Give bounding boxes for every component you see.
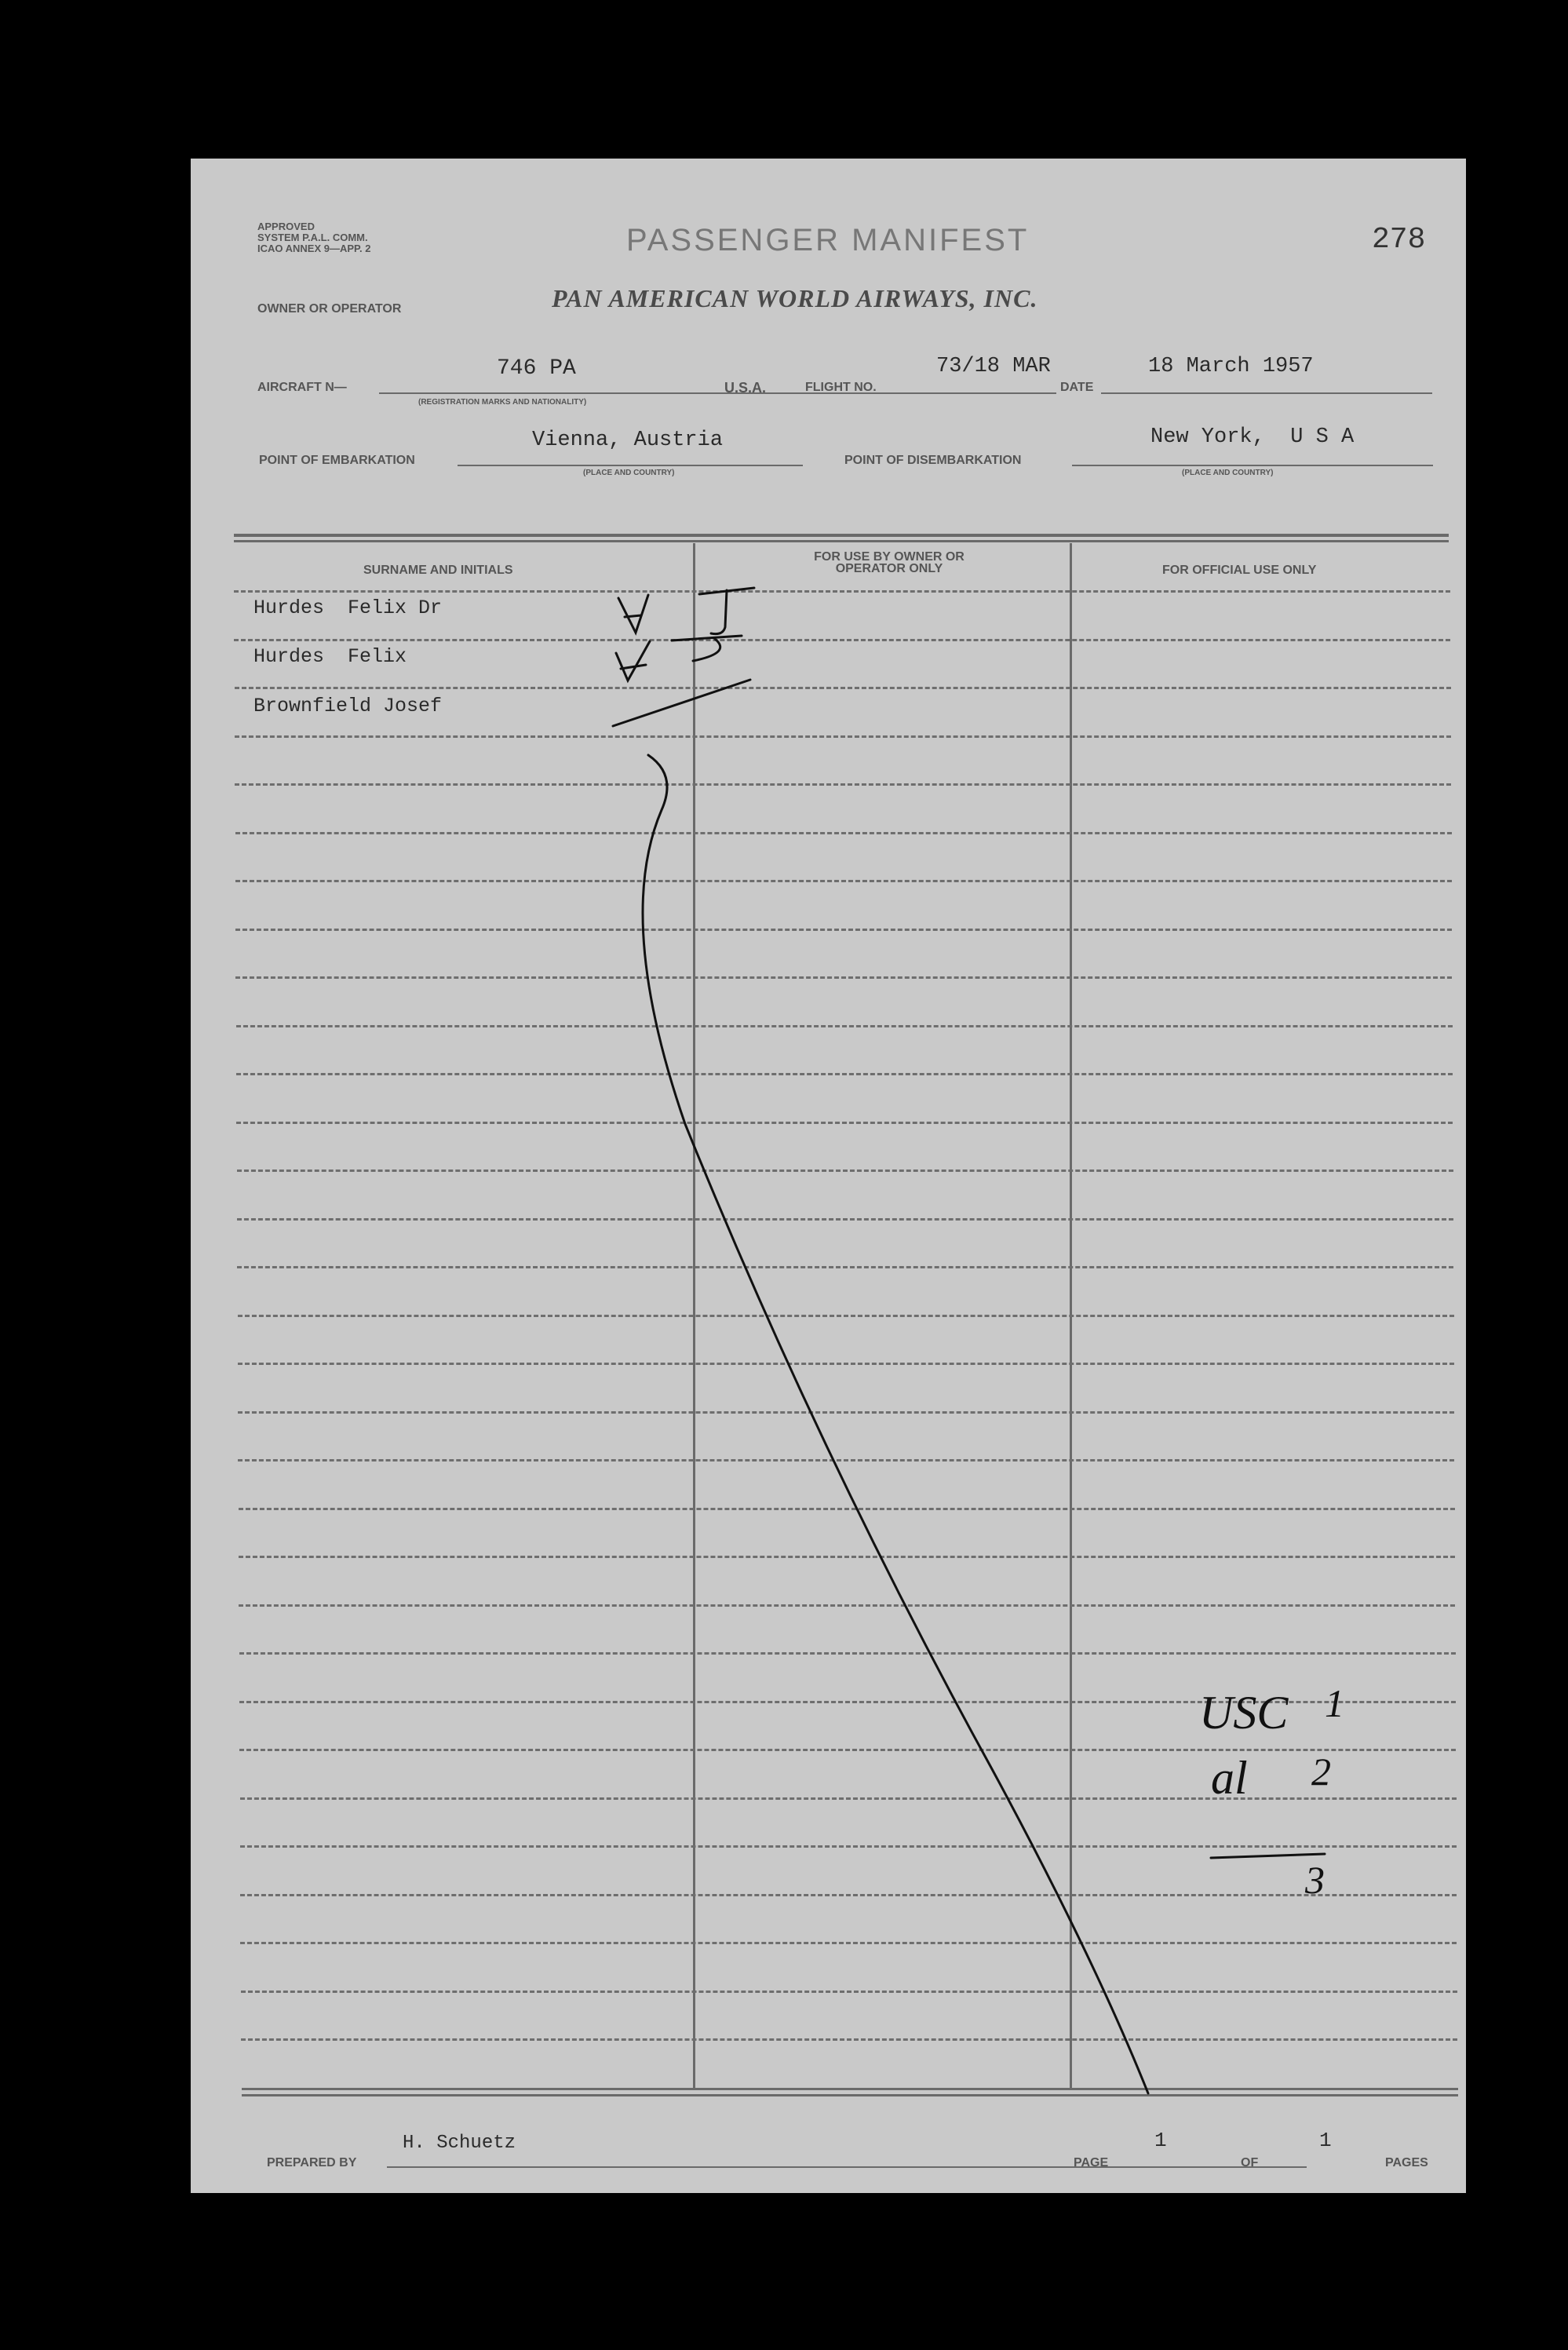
- handwritten-code: USC: [1199, 1687, 1289, 1739]
- initials-strike: [613, 680, 750, 726]
- prepared-value: H. Schuetz: [403, 2133, 516, 2154]
- date-value: 18 March 1957: [1148, 355, 1314, 378]
- of-label: OF: [1241, 2156, 1259, 2169]
- form-title: PASSENGER MANIFEST: [626, 223, 1030, 257]
- passenger-name: Brownfield Josef: [253, 695, 443, 717]
- handwritten-a-1: [618, 595, 648, 633]
- pages-label: PAGES: [1385, 2156, 1428, 2169]
- disembarkation-value: New York, U S A: [1150, 425, 1355, 449]
- prepared-label: PREPARED BY: [267, 2156, 357, 2169]
- registration-caption: (REGISTRATION MARKS AND NATIONALITY): [418, 398, 587, 407]
- column-header-operator: FOR USE BY OWNER OR OPERATOR ONLY: [814, 550, 965, 575]
- approval-line: ICAO ANNEX 9—APP. 2: [257, 243, 371, 254]
- handwritten-a-2: [616, 641, 650, 681]
- passenger-name: Hurdes Felix Dr: [253, 597, 443, 619]
- handwritten-tally: 1: [1325, 1681, 1344, 1725]
- handwritten-tally: 3: [1305, 1858, 1325, 1902]
- page-label: PAGE: [1074, 2156, 1109, 2169]
- handwriting-overlay: [191, 159, 1466, 2193]
- place-caption-embarkation: (PLACE AND COUNTRY): [583, 469, 675, 477]
- footer-line: [387, 2166, 1307, 2168]
- passenger-name: Hurdes Felix: [253, 645, 407, 668]
- handwritten-j-2: [672, 636, 742, 661]
- date-label: DATE: [1060, 381, 1094, 394]
- column-header-official: FOR OFFICIAL USE ONLY: [1162, 564, 1317, 577]
- embarkation-value: Vienna, Austria: [532, 429, 724, 452]
- handwritten-initials: al: [1211, 1752, 1248, 1804]
- of-value: 1: [1319, 2129, 1332, 2152]
- aircraft-label: AIRCRAFT N—: [257, 381, 347, 394]
- sheet-number: 278: [1372, 223, 1426, 257]
- operator-name: PAN AMERICAN WORLD AIRWAYS, INC.: [552, 284, 1038, 312]
- flight-label: FLIGHT NO.: [805, 381, 877, 394]
- handwritten-tally: 2: [1311, 1750, 1331, 1794]
- flight-value: 73/18 MAR: [936, 355, 1051, 378]
- page-value: 1: [1154, 2129, 1167, 2152]
- handwritten-j-1: [699, 588, 754, 634]
- column-header-surname: SURNAME AND INITIALS: [363, 564, 513, 577]
- disembarkation-label: POINT OF DISEMBARKATION: [844, 454, 1022, 467]
- aircraft-value: 746 PA: [497, 356, 576, 381]
- owner-label: OWNER OR OPERATOR: [257, 302, 402, 316]
- usa-label: U.S.A.: [724, 380, 767, 396]
- embarkation-label: POINT OF EMBARKATION: [259, 454, 415, 467]
- strike-through-line: [643, 755, 1148, 2093]
- manifest-sheet: [191, 159, 1466, 2193]
- place-caption-disembarkation: (PLACE AND COUNTRY): [1182, 469, 1274, 477]
- approval-line: SYSTEM P.A.L. COMM.: [257, 232, 368, 243]
- approval-line: APPROVED: [257, 221, 315, 232]
